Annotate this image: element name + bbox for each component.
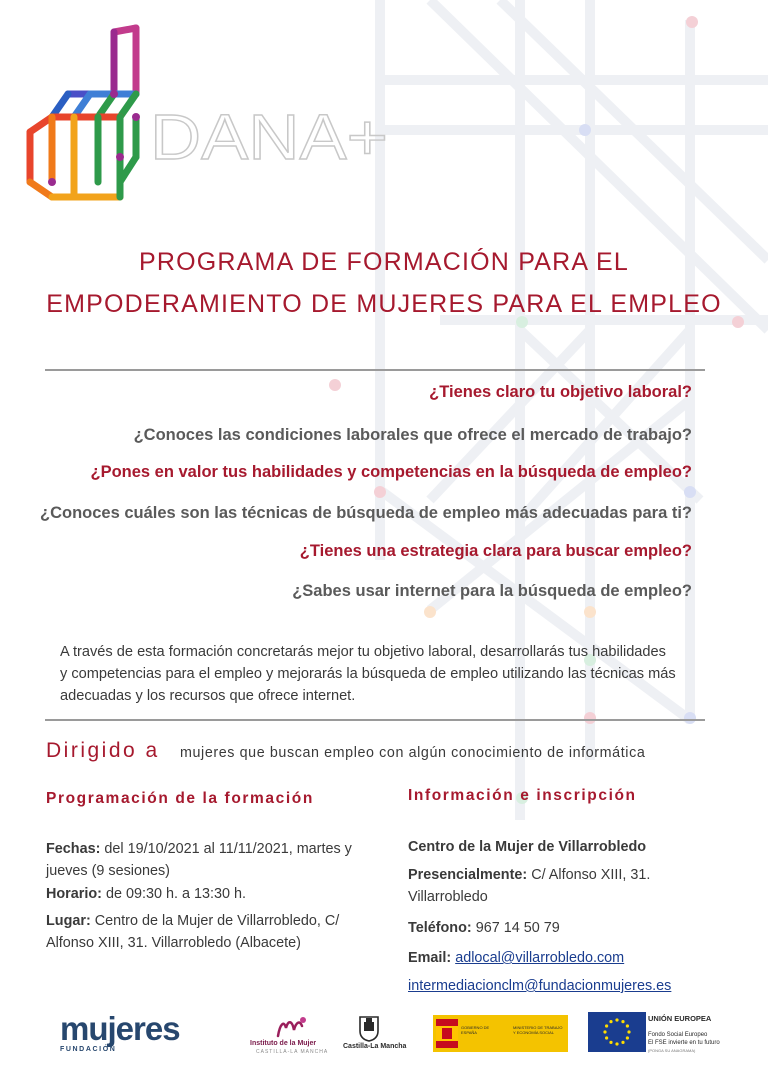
network-node	[684, 486, 696, 498]
network-node	[684, 712, 696, 724]
question-6: ¿Sabes usar internet para la búsqueda de empleo?	[292, 582, 692, 600]
audience-text: mujeres que buscan empleo con algún conocimiento de informática	[180, 745, 646, 761]
instituto-mujer-sub: CASTILLA-LA MANCHA	[256, 1049, 329, 1055]
info-email-2	[408, 975, 728, 997]
email-label: Email:	[408, 950, 452, 966]
castilla-la-mancha-shield-icon	[358, 1015, 380, 1042]
audience-heading: Dirigido a	[46, 739, 160, 762]
ue-fund-name: Fondo Social Europeo	[648, 1032, 708, 1038]
info-heading: Información e inscripción	[408, 787, 637, 804]
network-node	[374, 486, 386, 498]
network-node	[329, 379, 341, 391]
ministerio-text: MINISTERIO DE TRABAJO Y ECONOMÍA SOCIAL	[513, 1025, 563, 1035]
ue-fund-motto: El FSE invierte en tu futuro	[648, 1040, 720, 1046]
title-line-2: EMPODERAMIENTO DE MUJERES PARA EL EMPLEO	[46, 290, 722, 318]
network-node	[584, 606, 596, 618]
fundacion-mujeres-logo: mujeres	[60, 1010, 180, 1047]
network-node	[686, 16, 698, 28]
dana-logo-text	[150, 105, 395, 165]
phone-label: Teléfono:	[408, 920, 472, 936]
intro-paragraph	[60, 641, 710, 707]
program-place	[46, 910, 381, 954]
question-3: ¿Pones en valor tus habilidades y competencias en la búsqueda de empleo?	[90, 463, 692, 481]
divider-top	[45, 369, 705, 371]
question-5: ¿Tienes una estrategia clara para buscar empleo?	[299, 542, 692, 560]
divider-bottom	[45, 719, 705, 721]
info-email	[408, 947, 728, 969]
info-phone	[408, 917, 728, 939]
place-value: Centro de la Mujer de Villarrobledo, C/ Alfonso XIII, 31. Villarrobledo (Albacete)	[46, 913, 340, 951]
gobierno-espana-logo	[433, 1015, 568, 1052]
network-node	[579, 124, 591, 136]
program-dates	[46, 838, 381, 882]
dates-label: Fechas:	[46, 841, 101, 857]
eu-flag-icon	[588, 1012, 646, 1052]
intro-line-2: y competencias para el empleo y mejorarás la búsqueda de empleo utilizando las técnicas más	[60, 666, 676, 682]
ue-title: UNIÓN EUROPEA	[648, 1014, 712, 1023]
instituto-mujer-name: Instituto de la Mujer	[250, 1040, 317, 1047]
dana-logo-mark	[22, 22, 147, 207]
schedule-value: de 09:30 h. a 13:30 h.	[105, 886, 246, 902]
program-schedule	[46, 883, 381, 905]
inperson-label: Presencialmente:	[408, 867, 528, 883]
ue-fund	[648, 1031, 720, 1047]
spain-coat-of-arms-icon	[436, 1019, 458, 1048]
place-label: Lugar:	[46, 913, 91, 929]
dates-value: del 19/10/2021 al 11/11/2021, martes y jueves (9 sesiones)	[46, 841, 352, 879]
email-link-1[interactable]: adlocal@villarrobledo.com	[455, 950, 625, 966]
network-node	[424, 606, 436, 618]
info-inperson	[408, 864, 728, 908]
question-1: ¿Tienes claro tu objetivo laboral?	[429, 383, 692, 401]
dana-wordmark: DANA+	[150, 105, 388, 165]
intro-line-1: A través de esta formación concretarás mejor tu objetivo laboral, desarrollarás tus habilidades	[60, 644, 666, 660]
ue-program-tag: (PONGA SU ANAGRAMA)	[648, 1048, 696, 1053]
question-2: ¿Conoces las condiciones laborales que ofrece el mercado de trabajo?	[133, 426, 692, 444]
castilla-la-mancha-name: Castilla-La Mancha	[343, 1043, 407, 1050]
inperson-value: C/ Alfonso XIII, 31. Villarrobledo	[408, 867, 651, 905]
email-link-2[interactable]: intermediacionclm@fundacionmujeres.es	[408, 978, 672, 994]
instituto-mujer-mark-icon	[272, 1014, 312, 1040]
gobierno-text: GOBIERNO DE ESPAÑA	[461, 1025, 490, 1035]
phone-value: 967 14 50 79	[475, 920, 560, 936]
intro-line-3: adecuadas y los recursos que ofrece internet.	[60, 688, 356, 704]
schedule-label: Horario:	[46, 886, 102, 902]
network-node	[584, 712, 596, 724]
question-4: ¿Conoces cuáles son las técnicas de búsqueda de empleo más adecuadas para ti?	[40, 504, 692, 522]
program-heading: Programación de la formación	[46, 790, 314, 807]
fundacion-mujeres-sub: FUNDACIÓN	[60, 1046, 117, 1053]
info-center: Centro de la Mujer de Villarrobledo	[408, 839, 647, 855]
title-line-1: PROGRAMA DE FORMACIÓN PARA EL	[139, 248, 629, 276]
